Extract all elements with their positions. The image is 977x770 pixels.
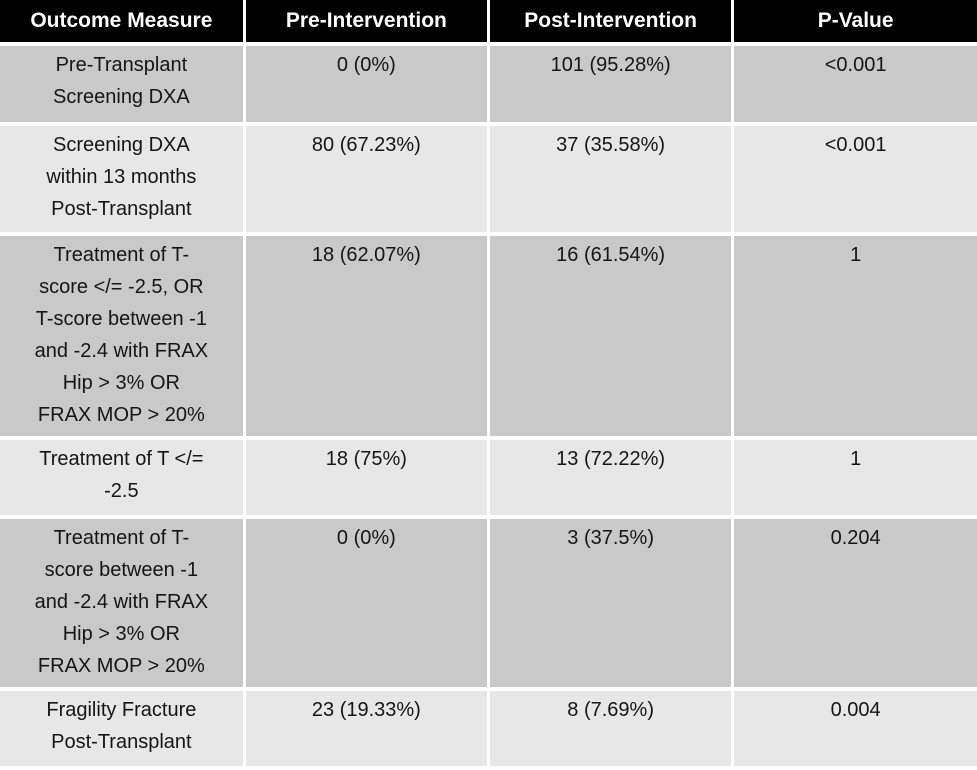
outcome-cell: Fragility Fracture Post-Transplant xyxy=(0,689,244,768)
header-outcome-measure: Outcome Measure xyxy=(0,0,244,44)
p-value-cell: 0.204 xyxy=(733,517,977,689)
outcome-cell: Screening DXA within 13 months Post-Transplant xyxy=(0,124,244,234)
table-row xyxy=(0,689,977,768)
post-intervention-cell: 3 (37.5%) xyxy=(489,517,733,689)
p-value-cell: <0.001 xyxy=(733,44,977,124)
post-intervention-cell: 13 (72.22%) xyxy=(489,438,733,517)
outcome-cell: Treatment of T </= -2.5 xyxy=(0,438,244,517)
p-value-cell: 1 xyxy=(733,234,977,438)
pre-intervention-cell: 80 (67.23%) xyxy=(244,124,488,234)
table-row xyxy=(0,438,977,517)
p-value-cell: <0.001 xyxy=(733,124,977,234)
pre-intervention-cell: 0 (0%) xyxy=(244,517,488,689)
p-value-cell: 0.004 xyxy=(733,689,977,768)
p-value-cell: 1 xyxy=(733,438,977,517)
table-row xyxy=(0,44,977,124)
pre-intervention-cell: 23 (19.33%) xyxy=(244,689,488,768)
pre-intervention-cell: 0 (0%) xyxy=(244,44,488,124)
pre-intervention-cell: 18 (62.07%) xyxy=(244,234,488,438)
outcome-cell: Pre-Transplant Screening DXA xyxy=(0,44,244,124)
pre-intervention-cell: 18 (75%) xyxy=(244,438,488,517)
outcome-cell: Treatment of T- score </= -2.5, OR T-score between -1 and -2.4 with FRAX Hip > 3% OR FRAX MOP > 20% xyxy=(0,234,244,438)
outcome-cell: Treatment of T- score between -1 and -2.4 with FRAX Hip > 3% OR FRAX MOP > 20% xyxy=(0,517,244,689)
post-intervention-cell: 37 (35.58%) xyxy=(489,124,733,234)
post-intervention-cell: 8 (7.69%) xyxy=(489,689,733,768)
header-pre-intervention: Pre-Intervention xyxy=(244,0,488,44)
table-header xyxy=(0,0,977,44)
header-row xyxy=(0,0,977,44)
header-p-value: P-Value xyxy=(733,0,977,44)
post-intervention-cell: 16 (61.54%) xyxy=(489,234,733,438)
table-body xyxy=(0,44,977,768)
header-post-intervention: Post-Intervention xyxy=(489,0,733,44)
table-row xyxy=(0,234,977,438)
post-intervention-cell: 101 (95.28%) xyxy=(489,44,733,124)
table-row xyxy=(0,517,977,689)
table-row xyxy=(0,124,977,234)
